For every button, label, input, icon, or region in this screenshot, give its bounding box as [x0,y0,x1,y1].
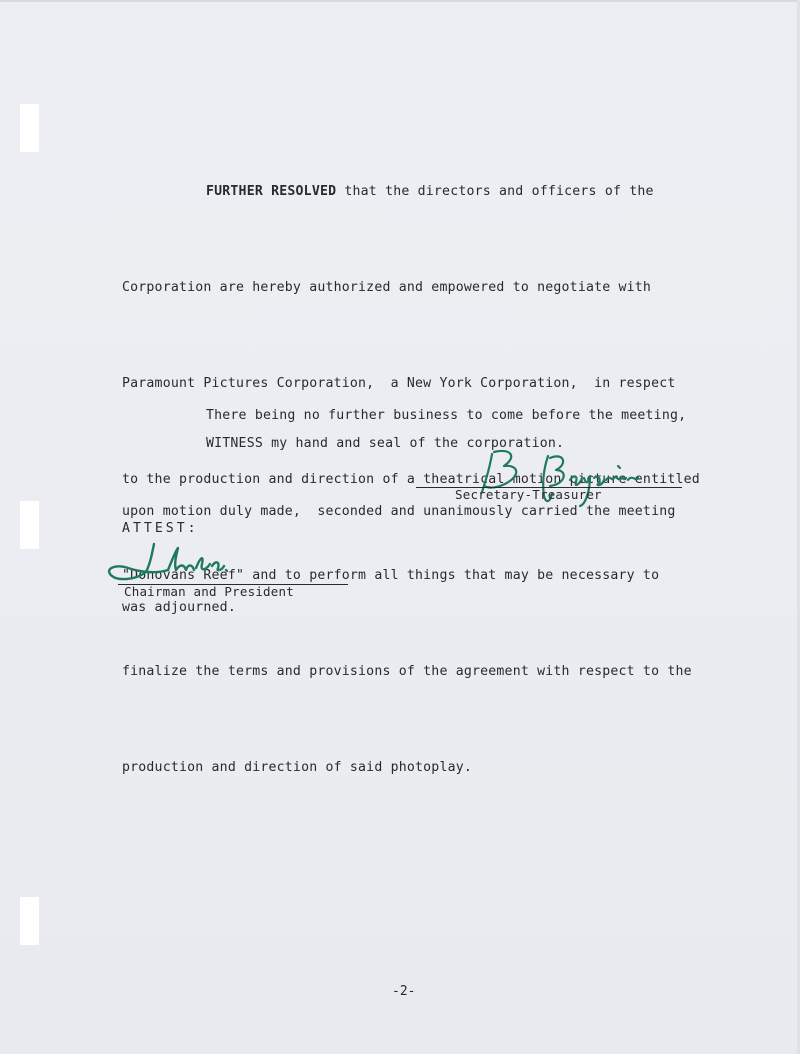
binder-hole-top [20,104,39,152]
secretary-signature-label: Secretary-Treasurer [455,487,602,502]
resolution-line-3: Paramount Pictures Corporation, a New York Corporation, in respect [122,376,676,391]
adjournment-line-1: There being no further business to come before the meeting, [206,408,687,423]
resolution-line-1 [122,176,702,208]
resolution-line-4: to the production and direction of a theatrical motion picture entitled [122,472,700,487]
president-signature-icon [106,540,236,590]
resolution-line-7: production and direction of said photoplay. [122,760,473,775]
page-top-edge [0,0,800,2]
attest-label: ATTEST: [122,521,199,536]
binder-hole-bottom [20,897,39,945]
adjournment-line-2: upon motion duly made, seconded and unanimously carried the meeting [122,504,676,519]
binder-hole-middle [20,501,39,549]
page-number: -2- [392,984,416,999]
resolution-line-2: Corporation are hereby authorized and empowered to negotiate with [122,280,652,295]
adjournment-paragraph [122,336,702,688]
resolution-line-5: "Donovans Reef" and to perform all things that may be necessary to [122,568,660,583]
adjournment-line-3: was adjourned. [122,600,236,615]
president-signature-label: Chairman and President [124,584,294,599]
witness-statement: WITNESS my hand and seal of the corporation. [206,436,565,451]
resolution-lead: FURTHER RESOLVED [206,184,337,199]
resolution-line-1-text: that the directors and officers of the [336,184,654,199]
resolution-line-6: finalize the terms and provisions of the agreement with respect to the [122,664,692,679]
